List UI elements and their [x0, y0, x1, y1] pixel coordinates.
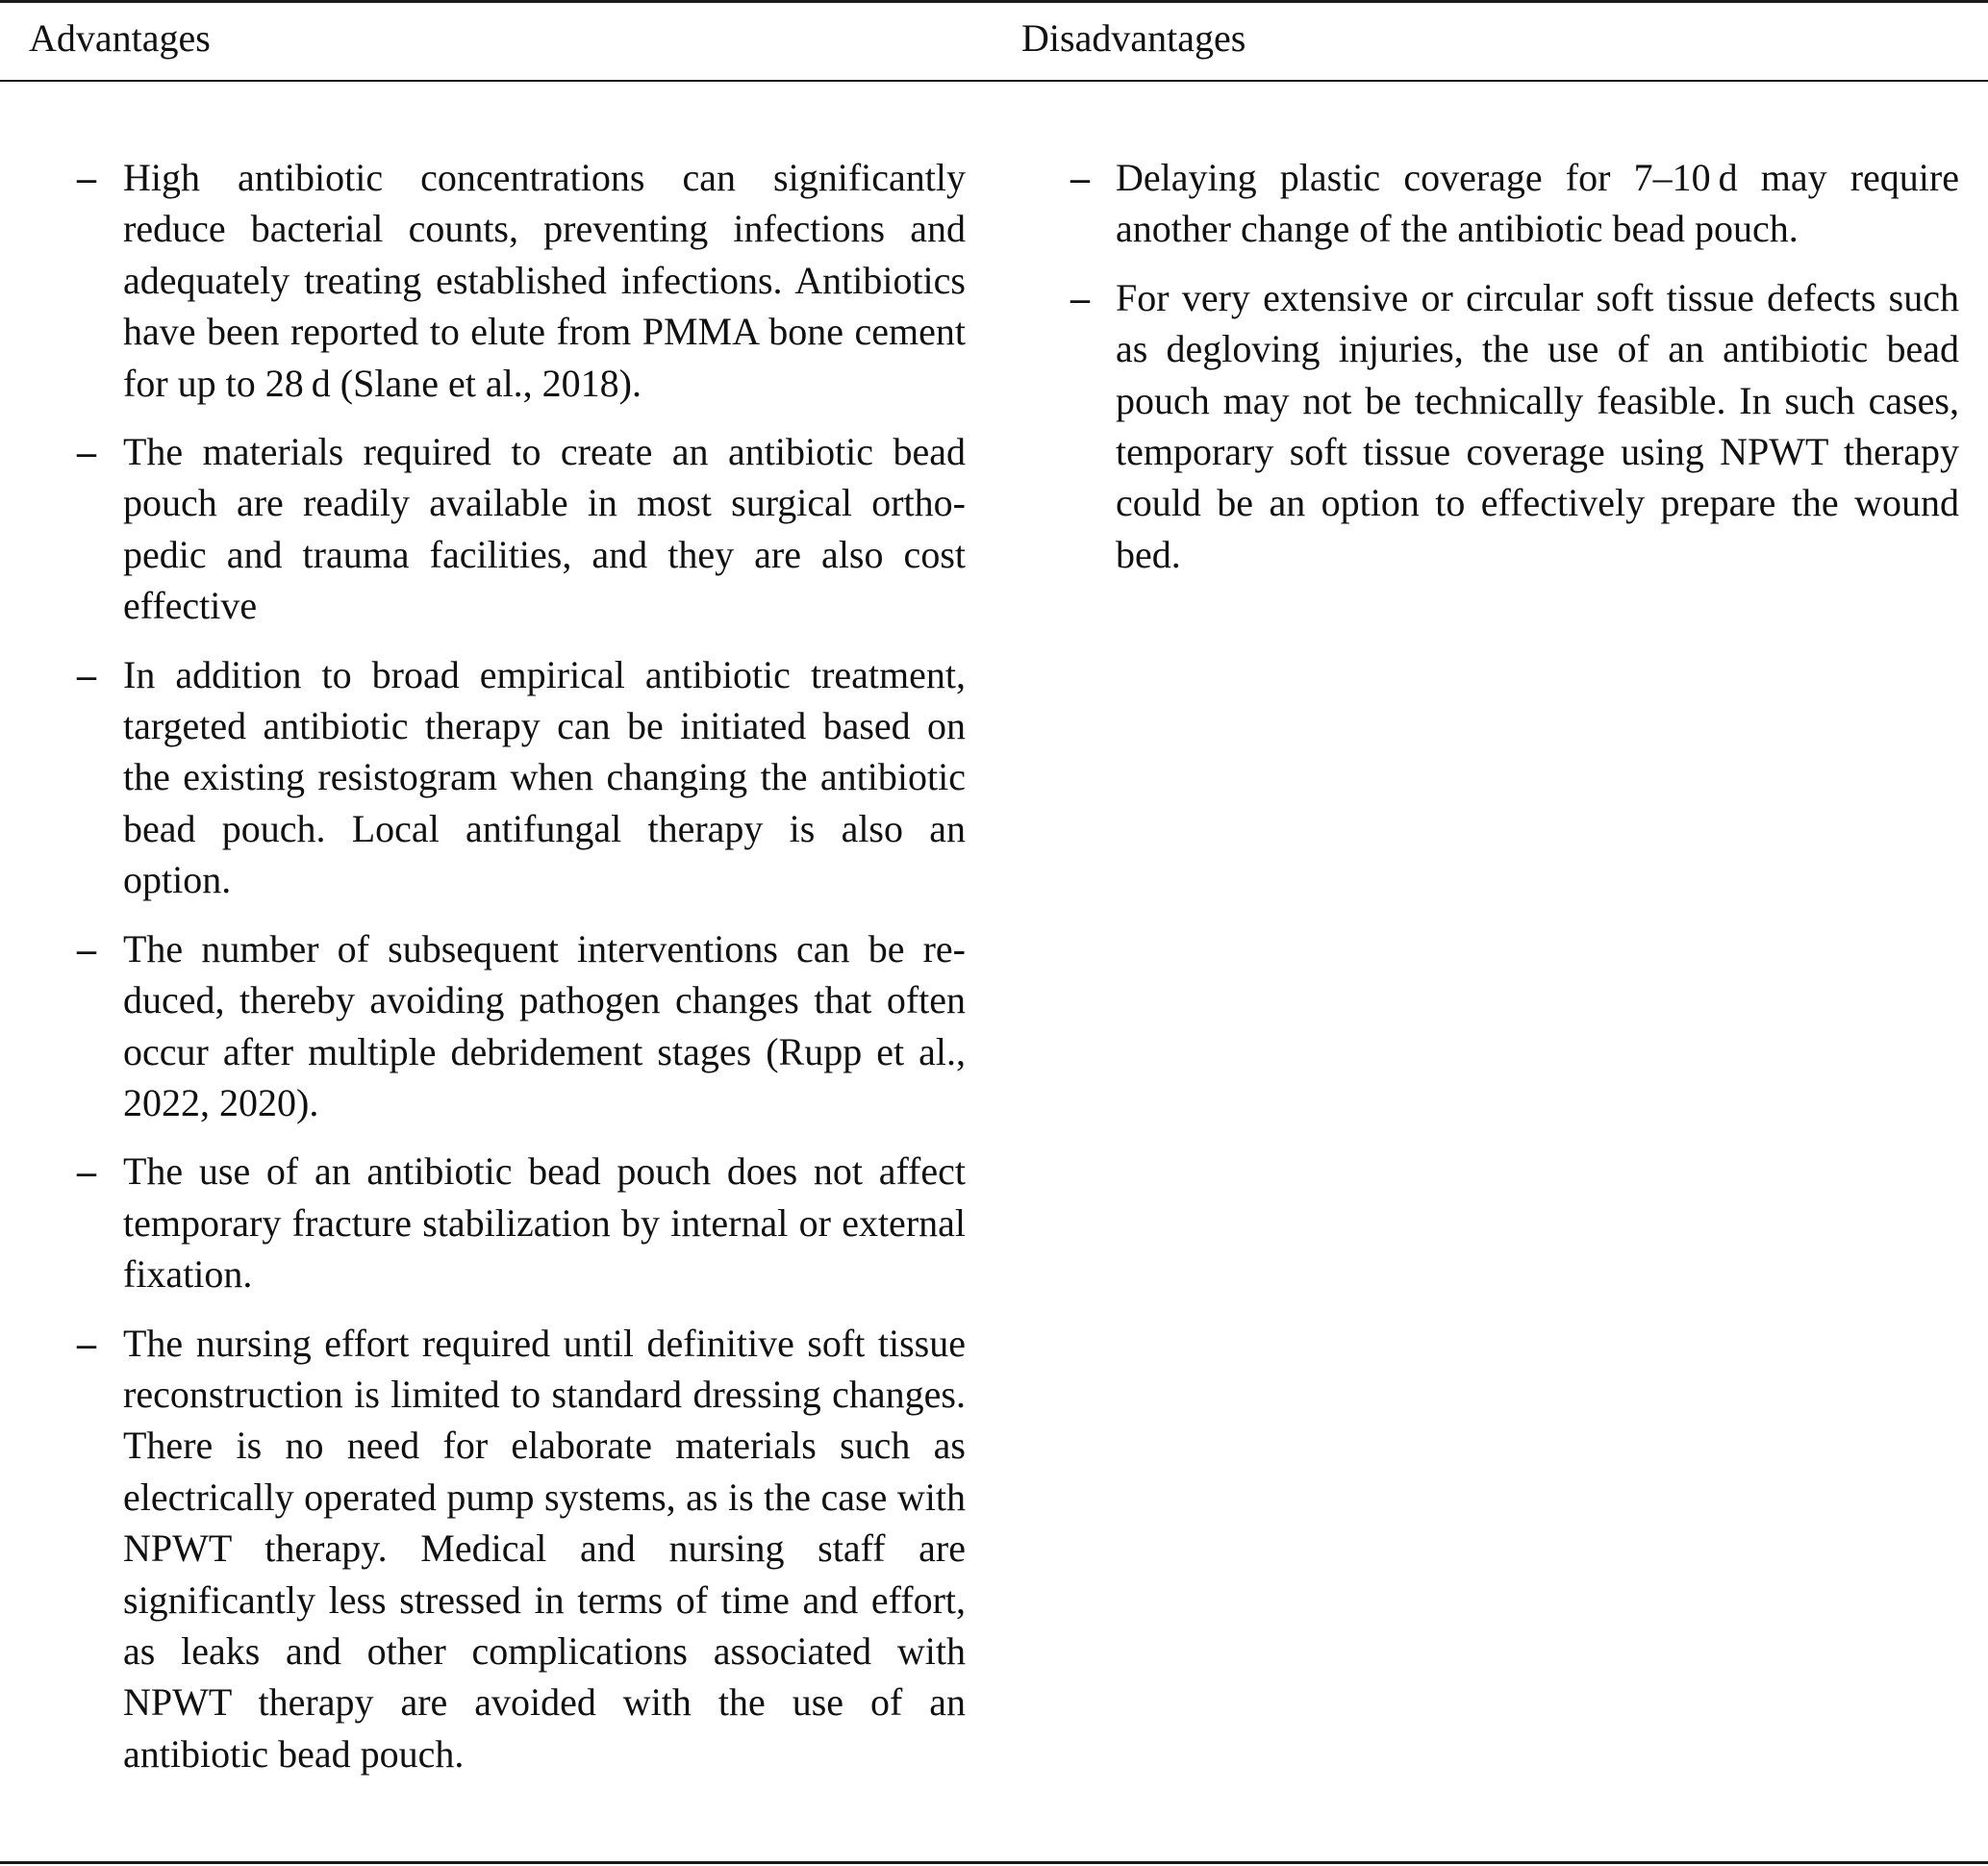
header-disadvantages: Disadvantages [1021, 16, 1246, 60]
advantage-item [0, 1146, 966, 1299]
disadvantage-item [994, 272, 1959, 580]
bullet-dash-icon: – [77, 1149, 96, 1194]
bullet-dash-icon: – [77, 926, 96, 971]
advantage-item [0, 1318, 966, 1780]
advantage-text: In addition to broad empirical antibiotic treatment, targeted antibiotic therapy can be initiated based on the existing resistogram when changing the antibiotic bead pouch. Local antifungal therapy is also an option. [123, 652, 966, 902]
table-top-rule [0, 0, 1988, 3]
advantage-text: The nursing effort required until definitive soft tissue reconstruction is limited to standard dressing changes. There is no need for elaborate materials such as electrically operated pump systems, as is the case with NPWT therapy. Medical and nursing staff are significantly less stressed in terms of time and effort, as leaks and other complications associated with NPWT therapy are avoided with the use of an antibiotic bead pouch. [123, 1321, 966, 1776]
bullet-dash-icon: – [1070, 156, 1090, 199]
advantage-item [0, 649, 966, 906]
advantage-text: The number of subsequent interventions can be reduced, thereby avoiding pathogen changes that often occur after multiple debridement stages (Rupp et al., 2022, 2020). [123, 926, 966, 1124]
bullet-dash-icon: – [77, 156, 96, 199]
advantage-item [0, 152, 966, 409]
advantage-text: The use of an antibiotic bead pouch does not affect temporary fracture stabilization by internal or external fixation. [123, 1149, 966, 1297]
header-advantages: Advantages [29, 16, 211, 60]
table-bottom-rule [0, 1861, 1988, 1864]
disadvantage-text: Delaying plastic coverage for 7–10 d may require another change of the antibiotic bead pouch. [1116, 156, 1959, 251]
bullet-dash-icon: – [77, 1321, 96, 1365]
disadvantage-item [994, 152, 1959, 255]
disadvantage-text: For very extensive or circular soft tissue defects such as degloving injuries, the use of an antibiotic bead pouch may not be technically feasible. In such cases, temporary soft tissue coverage using NPWT therapy could be an option to effectively prepare the wound bed. [1116, 275, 1959, 576]
bullet-dash-icon: – [1070, 275, 1090, 319]
bullet-dash-icon: – [77, 652, 96, 696]
advantage-item [0, 923, 966, 1129]
advantages-column [0, 152, 966, 1797]
advantage-text: High antibiotic concentrations can significantly reduce bacterial counts, preventing infections and adequately treating established infections. Antibiotics have been reported to elute from PMMA bone cement for up to 28 d (Slane et al., 2018). [123, 156, 966, 405]
advantage-text: The materials required to create an antibiotic bead pouch are readily available in most surgical orthopedic and trauma facilities, and they are also cost effective [123, 430, 966, 628]
bullet-dash-icon: – [77, 430, 96, 474]
advantage-item [0, 426, 966, 632]
header-rule [0, 80, 1988, 82]
disadvantages-column [994, 152, 1959, 597]
